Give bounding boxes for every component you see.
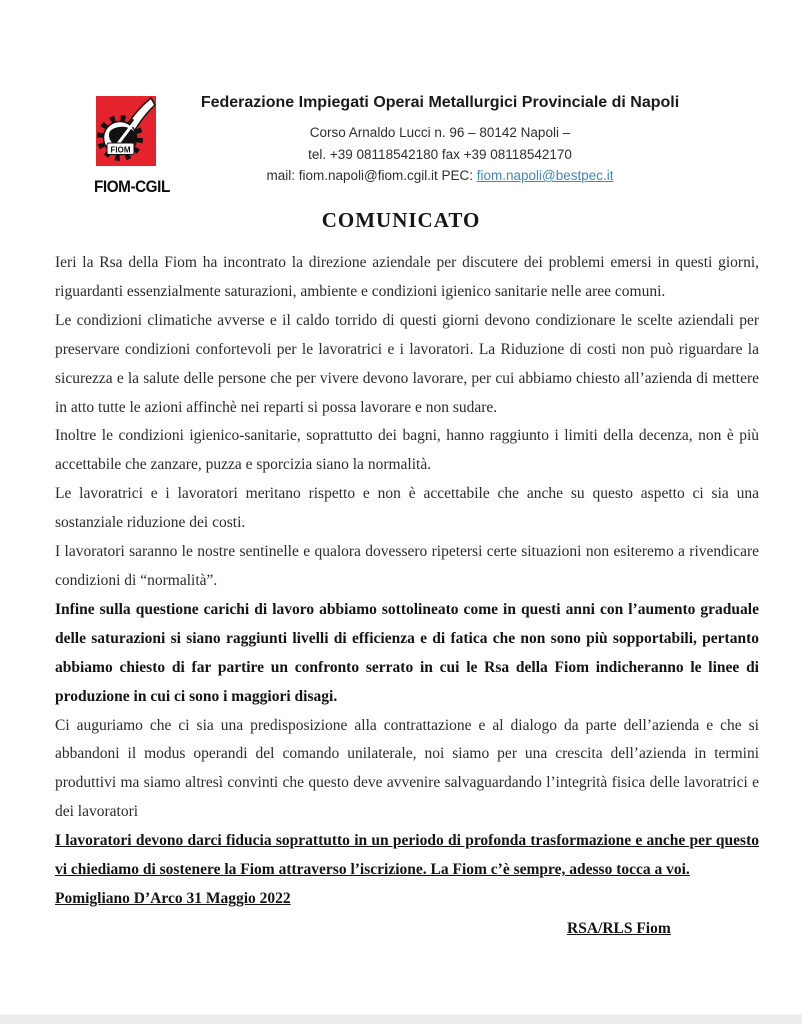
fiom-badge-label: FIOM <box>110 145 131 155</box>
pec-email-link[interactable]: fiom.napoli@bestpec.it <box>476 168 614 183</box>
org-name: Federazione Impiegati Operai Metallurgici Provinciale di Napoli <box>200 94 680 111</box>
letterhead-text <box>120 94 760 187</box>
document-title: COMUNICATO <box>321 208 481 232</box>
page-bottom-edge <box>0 1014 802 1024</box>
date-line: Pomigliano D’Arco 31 Maggio 2022 <box>55 889 291 907</box>
paragraph: Le lavoratrici e i lavoratori meritano rispetto e non è accettabile che anche su questo aspetto ci sia una sostanziale riduzione dei costi. <box>55 485 759 532</box>
paragraph: Inoltre le condizioni igienico-sanitarie, soprattutto dei bagni, hanno raggiunto i limiti della decenza, non è più accettabile che zanzare, puzza e sporcizia siano la normalità. <box>55 427 759 474</box>
mail-text: mail: fiom.napoli@fiom.cgil.it PEC: <box>266 168 477 183</box>
signature-line: RSA/RLS Fiom <box>567 919 671 937</box>
paragraph: Ci auguriamo che ci sia una predisposizione alla contrattazione e al dialogo da parte dell’azienda e che si abbandoni il modus operandi del comando unilaterale, noi siamo per una crescita dell’azienda in termini produttivi ma siamo altresì convinti che questo deve avvenire salvaguardando l’integrità fisica delle lavoratrici e dei lavoratori <box>55 716 759 821</box>
address-line: Corso Arnaldo Lucci n. 96 – 80142 Napoli – <box>309 125 571 140</box>
fiom-logo-wordmark: FIOM-CGIL <box>94 177 170 196</box>
paragraph: I lavoratori devono darci fiducia soprattutto in un periodo di profonda trasformazione e anche per questo vi chiediamo di sostenere la Fiom attraverso l’iscrizione. La Fiom c’è sempre, adesso tocca a voi. <box>55 832 759 879</box>
paragraph: Le condizioni climatiche avverse e il caldo torrido di questi giorni devono condizionare le scelte aziendali per preservare condizioni confortevoli per le lavoratrici e i lavoratori. La Riduzione di costi non può riguardare la sicurezza e la salute delle persone che per vivere devono lavorare, per cui abbiamo chiesto all’azienda di mettere in atto tutte le azioni affinchè nei reparti si possa lavorare e non sudare. <box>55 311 759 416</box>
paragraph: Infine sulla questione carichi di lavoro abbiamo sottolineato come in questi anni con l’aumento graduale delle saturazioni si siano raggiunti livelli di efficienza e di fatica che non sono più sopportabili, pertanto abbiamo chiesto di far partire un confronto serrato in cui le Rsa della Fiom indicheranno le linee di produzione in cui ci sono i maggiori disagi. <box>55 600 759 705</box>
mail-line <box>120 165 760 187</box>
document-body <box>55 249 759 944</box>
paragraphs-container <box>55 249 759 885</box>
phone-fax-line: tel. +39 08118542180 fax +39 08118542170 <box>308 146 572 162</box>
paragraph: I lavoratori saranno le nostre sentinelle e qualora dovessero ripetersi certe situazioni non esiteremo a rivendicare condizioni di “normalità”. <box>55 543 759 589</box>
paragraph: Ieri la Rsa della Fiom ha incontrato la direzione aziendale per discutere dei problemi emersi in questi giorni, riguardanti essenzialmente saturazioni, ambiente e condizioni igienico sanitarie nelle aree comuni. <box>55 254 759 300</box>
